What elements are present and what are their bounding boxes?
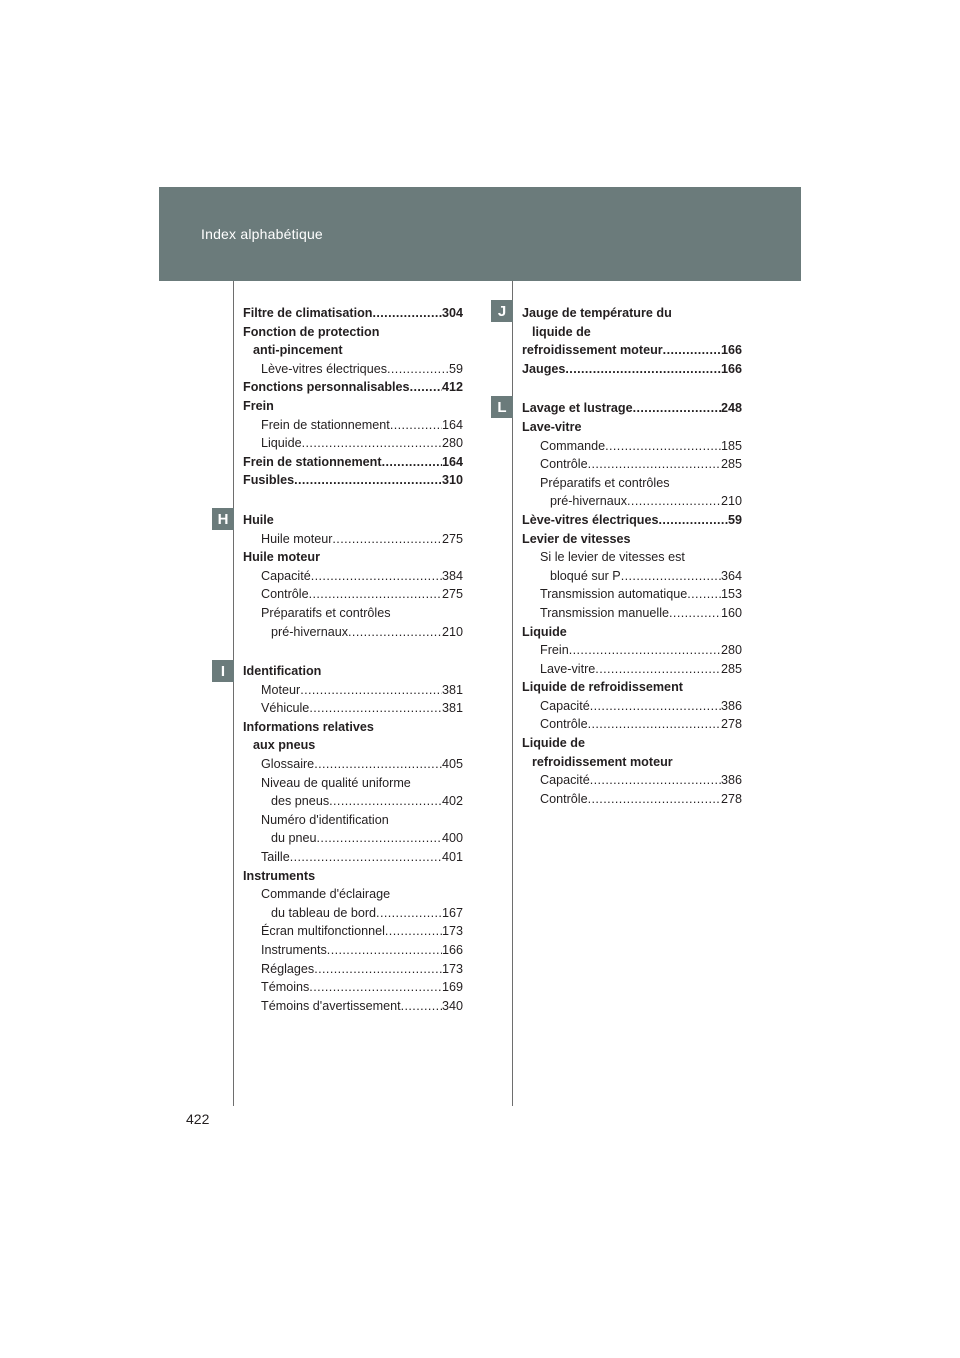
index-subentry: Taille ..... 401 — [243, 848, 463, 867]
section-header — [159, 187, 801, 281]
index-entry: Liquide de refroidissement — [522, 680, 683, 695]
page-ref: 166 — [441, 943, 463, 957]
index-subentry: Lève-vitres électriques ..... 59 — [243, 360, 463, 379]
page-ref: 173 — [441, 961, 463, 976]
index-subentry: des pneus ..... 402 — [243, 792, 463, 811]
page-ref: 278 — [720, 717, 742, 732]
index-subentry: Témoins ..... 169 — [243, 978, 463, 997]
index-entry: Instruments — [243, 868, 316, 883]
index-entry: Fonctions personnalisables ..... 412 — [243, 378, 463, 397]
index-subentry: Huile moteur ..... 275 — [243, 530, 463, 549]
page-ref: 166 — [720, 361, 742, 376]
index-subentry: du pneu ..... 400 — [243, 829, 463, 848]
page-ref: 210 — [441, 624, 463, 639]
page-ref: 384 — [441, 568, 463, 583]
index-subentry: Moteur ..... 381 — [243, 681, 463, 700]
page-ref: 386 — [720, 698, 742, 713]
index-subentry: Capacité ..... 384 — [243, 567, 463, 586]
letter-tab-j: J — [491, 300, 513, 322]
index-subentry: Capacité ..... 386 — [522, 697, 742, 716]
index-subentry: Contrôle ..... 285 — [522, 455, 742, 474]
index-subentry: Niveau de qualité uniforme — [261, 775, 411, 790]
index-subentry: Contrôle ..... 278 — [522, 790, 742, 809]
page-ref: 59 — [448, 361, 463, 376]
index-subentry: Véhicule ..... 381 — [243, 699, 463, 718]
index-entry: Informations relatives — [243, 719, 374, 734]
index-column-right — [522, 304, 742, 808]
page-ref: 405 — [441, 757, 463, 772]
index-subentry: Transmission manuelle ..... 160 — [522, 604, 742, 623]
section-title: Index alphabétique — [201, 226, 323, 242]
index-entry: aux pneus — [253, 738, 316, 753]
index-subentry: Frein ..... 280 — [522, 641, 742, 660]
page-ref: 381 — [441, 682, 463, 697]
index-entry: Lave-vitre — [522, 419, 582, 434]
index-subentry: Contrôle ..... 275 — [243, 585, 463, 604]
index-entry: Jauge de température du — [522, 306, 672, 320]
column-divider-left — [233, 281, 234, 1106]
index-entry: Huile moteur — [243, 550, 320, 565]
index-subentry: Instruments ..... 166 — [243, 941, 463, 960]
page-ref: 381 — [441, 701, 463, 716]
index-subentry: Écran multifonctionnel ..... 173 — [243, 922, 463, 941]
page-ref: 401 — [441, 850, 463, 865]
page-ref: 164 — [441, 417, 463, 432]
page-ref: 280 — [720, 643, 742, 658]
page-ref: 280 — [441, 436, 463, 451]
index-subentry: Commande ..... 185 — [522, 437, 742, 456]
page-ref: 164 — [441, 454, 463, 469]
index-subentry: Transmission automatique ..... 153 — [522, 585, 742, 604]
index-entry: anti-pincement — [253, 343, 343, 358]
page-ref: 275 — [441, 587, 463, 602]
page-ref: 248 — [720, 401, 742, 416]
page-ref: 167 — [441, 905, 463, 920]
index-subentry: Glossaire ..... 405 — [243, 755, 463, 774]
index-entry: Jauges ..... 166 — [522, 360, 742, 379]
index-subentry: Liquide ..... 280 — [243, 434, 463, 453]
letter-tab-h: H — [212, 508, 234, 530]
index-subentry: pré-hivernaux ..... 210 — [243, 623, 463, 642]
index-entry: Frein de stationnement ..... 164 — [243, 453, 463, 472]
index-entry: Liquide — [522, 624, 567, 639]
letter-tab-l: L — [491, 396, 513, 418]
page-ref: 304 — [441, 306, 463, 320]
page-ref: 210 — [720, 494, 742, 509]
page-ref: 185 — [720, 438, 742, 453]
index-entry: Levier de vitesses — [522, 531, 631, 546]
index-entry: Fonction de protection — [243, 324, 380, 339]
index-subentry: Capacité ..... 386 — [522, 771, 742, 790]
page-ref: 59 — [727, 512, 742, 527]
index-subentry: Préparatifs et contrôles — [540, 475, 670, 490]
index-entry: Fusibles ..... 310 — [243, 471, 463, 490]
page-number: 422 — [186, 1111, 210, 1127]
index-entry: Lève-vitres électriques ..... 59 — [522, 511, 742, 530]
page-ref: 169 — [441, 980, 463, 995]
page-ref: 153 — [720, 587, 742, 602]
index-subentry: du tableau de bord ..... 167 — [243, 904, 463, 923]
index-subentry: Si le levier de vitesses est — [540, 550, 685, 565]
index-subentry: Réglages ..... 173 — [243, 960, 463, 979]
index-entry: Huile — [243, 512, 274, 527]
index-subentry: Frein de stationnement ..... 164 — [243, 416, 463, 435]
index-entry: Liquide de — [522, 736, 585, 751]
page-ref: 160 — [720, 605, 742, 620]
index-entry: liquide de — [532, 324, 591, 339]
page-ref: 364 — [720, 568, 742, 583]
index-column-left — [243, 304, 463, 1015]
index-subentry: Préparatifs et contrôles — [261, 605, 391, 620]
index-entry: refroidissement moteur — [532, 754, 673, 769]
page-ref: 310 — [441, 473, 463, 488]
index-entry: Identification — [243, 664, 322, 679]
index-entry: Filtre de climatisation ..... 304 — [243, 304, 463, 323]
index-entry: Lavage et lustrage ..... 248 — [522, 399, 742, 418]
page-ref: 285 — [720, 661, 742, 676]
page-ref: 386 — [720, 773, 742, 788]
page-ref: 173 — [441, 924, 463, 939]
page-ref: 412 — [441, 380, 463, 395]
index-subentry: Contrôle ..... 278 — [522, 715, 742, 734]
index-subentry: Commande d'éclairage — [261, 887, 391, 902]
page-ref: 275 — [441, 531, 463, 546]
page-ref: 340 — [441, 998, 463, 1013]
page-ref: 400 — [441, 831, 463, 846]
page-ref: 166 — [720, 343, 742, 358]
page-ref: 285 — [720, 457, 742, 472]
index-subentry: Témoins d'avertissement ..... 340 — [243, 997, 463, 1016]
page-ref: 402 — [441, 794, 463, 809]
index-subentry: Lave-vitre ..... 285 — [522, 660, 742, 679]
index-subentry: pré-hivernaux ..... 210 — [522, 492, 742, 511]
index-entry: Frein — [243, 398, 274, 413]
index-subentry: bloqué sur P ..... 364 — [522, 567, 742, 586]
index-subentry: Numéro d'identification — [261, 812, 389, 827]
index-entry: refroidissement moteur ..... 166 — [522, 341, 742, 360]
letter-tab-i: I — [212, 660, 234, 682]
page-ref: 278 — [720, 791, 742, 806]
